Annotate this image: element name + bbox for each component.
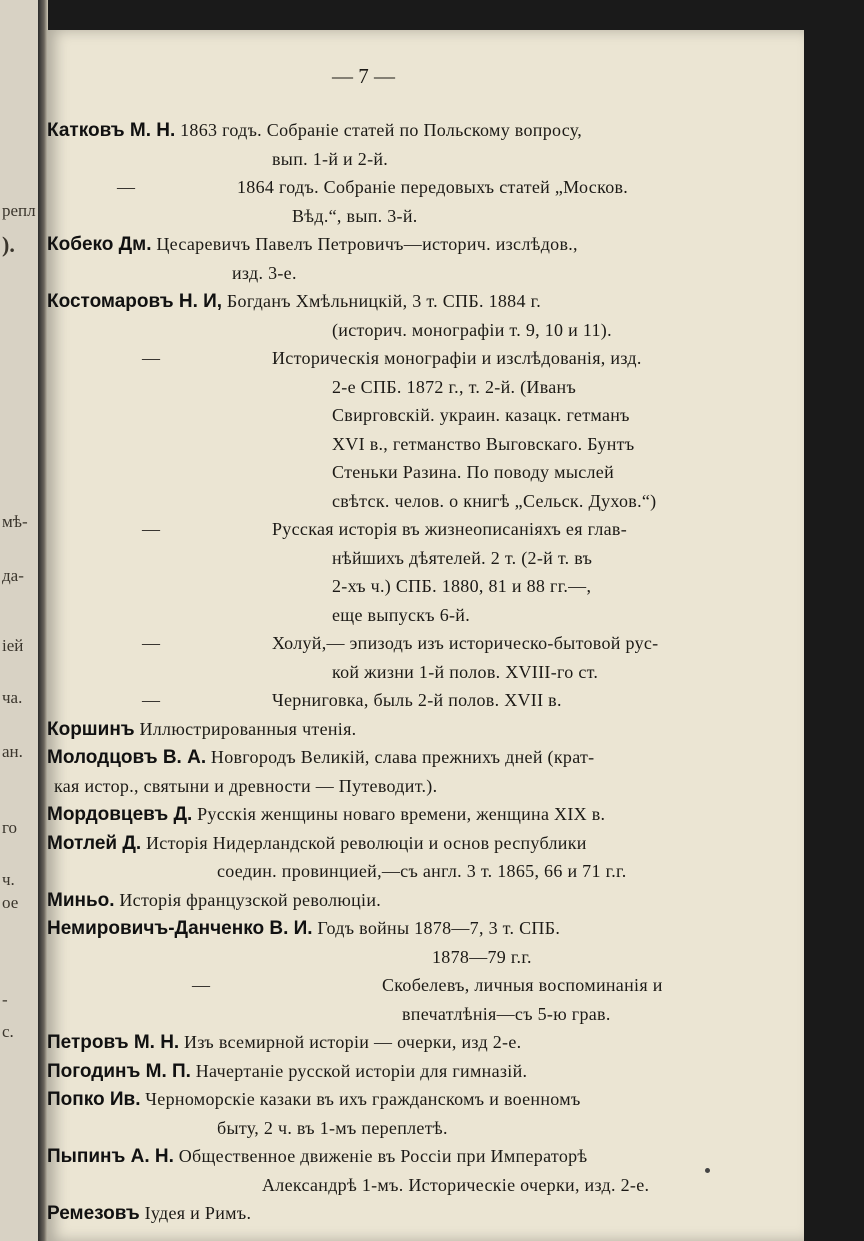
book-title: нѣйшихъ дѣятелей. 2 т. (2-й т. въ	[332, 547, 593, 568]
catalog-line	[47, 430, 804, 459]
catalog-line	[47, 145, 804, 174]
book-title: 1878—79 г.г.	[432, 946, 532, 967]
catalog-line	[47, 743, 804, 772]
catalog-line	[47, 715, 804, 744]
book-title: Холуй,— эпизодъ изъ историческо-бытовой рус-	[272, 633, 659, 653]
book-title: Свирговскій. украин. казацк. гетманъ	[332, 405, 630, 425]
author-name: Мотлей Д.	[47, 832, 142, 854]
facing-page-fragment: ан.	[2, 742, 23, 761]
catalog-line	[47, 629, 804, 658]
book-title: соедин. провинцией,—съ англ. 3 т. 1865, 66 и 71 г.г.	[217, 861, 627, 881]
author-name: Мордовцевъ Д.	[47, 804, 193, 825]
book-title: Иллюстрированныя чтенія.	[134, 718, 357, 739]
book-title: Изъ всемирной исторіи — очерки, изд 2-е.	[179, 1032, 522, 1052]
book-title: Стеньки Разина. По поводу мыслей	[332, 462, 615, 482]
catalog-line	[47, 1000, 804, 1029]
facing-page-fragment: ).	[2, 232, 15, 257]
ditto-dash: —	[142, 519, 160, 539]
catalog-line	[47, 857, 804, 886]
catalog-line	[47, 943, 804, 972]
book-page	[47, 30, 804, 1241]
catalog-line	[47, 658, 804, 687]
book-title: Исторія Нидерландской революціи и основ республики	[141, 832, 587, 853]
facing-page-fragment: да-	[2, 566, 24, 585]
catalog-line	[47, 544, 804, 573]
book-title: Скобелевъ, личныя воспоминанія и	[382, 975, 663, 995]
book-title: впечатлѣнія—съ 5-ю грав.	[402, 1003, 611, 1024]
book-title: быту, 2 ч. въ 1-мъ переплетѣ.	[217, 1117, 448, 1138]
catalog-line	[47, 601, 804, 630]
catalog-line	[47, 401, 804, 430]
ditto-dash: —	[142, 348, 160, 368]
book-title: Общественное движеніе въ Россіи при Императорѣ	[173, 1146, 588, 1166]
catalog-line	[47, 971, 804, 1000]
author-name: Немировичъ-Данченко В. И.	[47, 918, 313, 939]
book-title: кая истор., святыни и древности — Путеводит.).	[54, 775, 438, 796]
author-name: Костомаровъ Н. И,	[47, 291, 223, 312]
author-name: Катковъ М. Н.	[47, 120, 176, 141]
catalog-line	[47, 344, 804, 373]
catalog-entries	[47, 116, 804, 1228]
catalog-line	[47, 458, 804, 487]
facing-page-fragment: го	[2, 818, 18, 837]
catalog-line	[47, 686, 804, 715]
ditto-dash: —	[142, 690, 160, 710]
ditto-dash: —	[117, 177, 135, 197]
catalog-line	[47, 1199, 804, 1228]
book-title: Богданъ Хмѣльницкій, 3 т. СПБ. 1884 г.	[222, 291, 542, 311]
book-title: 2-е СПБ. 1872 г., т. 2-й. (Иванъ	[332, 376, 577, 397]
book-title: Черноморскіе казаки въ ихъ гражданскомъ и военномъ	[140, 1089, 581, 1109]
catalog-line	[47, 259, 804, 288]
book-title: изд. 3-е.	[232, 262, 297, 283]
page-number: — 7 —	[332, 64, 395, 88]
facing-page-fragment: іей	[2, 636, 24, 655]
facing-page-fragment: ое	[2, 893, 19, 912]
author-name: Кобеко Дм.	[47, 234, 152, 255]
facing-page-fragment: ча.	[2, 688, 23, 707]
author-name: Коршинъ	[47, 718, 135, 740]
book-title: кой жизни 1-й полов. XVIII-го ст.	[332, 661, 599, 682]
author-name: Молодцовъ В. А.	[47, 747, 207, 768]
book-title: (историч. монографіи т. 9, 10 и 11).	[332, 319, 612, 340]
author-name: Ремезовъ	[47, 1203, 140, 1224]
catalog-line	[47, 914, 804, 943]
catalog-line	[47, 487, 804, 516]
book-title: Русскія женщины новаго времени, женщина XIX в.	[192, 804, 606, 824]
catalog-line	[47, 1085, 804, 1114]
book-title: Іудея и Римъ.	[139, 1203, 252, 1223]
catalog-line	[47, 800, 804, 829]
catalog-line	[47, 886, 804, 915]
author-name: Миньо.	[47, 889, 115, 911]
book-title: Начертаніе русской исторіи для гимназій.	[190, 1060, 528, 1081]
facing-page-fragment: ч.	[2, 870, 15, 889]
catalog-line	[47, 373, 804, 402]
catalog-line	[47, 116, 804, 145]
facing-page-fragment: мѣ-	[2, 512, 28, 531]
ditto-dash: —	[142, 633, 160, 653]
book-title: 2-хъ ч.) СПБ. 1880, 81 и 88 гг.—,	[332, 576, 592, 596]
book-title: Исторія французской революціи.	[114, 889, 382, 910]
facing-page-fragment: репл	[2, 201, 36, 220]
book-title: XVI в., гетманство Выговскаго. Бунтъ	[332, 433, 635, 454]
book-title: 1864 годъ. Собраніе передовыхъ статей „Москов.	[237, 177, 629, 197]
book-title: Историческія монографіи и изслѣдованія, изд.	[272, 348, 642, 368]
author-name: Петровъ М. Н.	[47, 1032, 180, 1053]
catalog-line	[47, 1028, 804, 1057]
facing-page-edge	[0, 0, 38, 1241]
catalog-line	[47, 1114, 804, 1143]
book-title: 1863 годъ. Собраніе статей по Польскому вопросу,	[175, 120, 583, 140]
catalog-line	[47, 1171, 804, 1200]
book-title: Вѣд.“, вып. 3-й.	[292, 205, 418, 226]
book-title: Черниговка, быль 2-й полов. XVII в.	[272, 690, 562, 710]
catalog-line	[47, 287, 804, 316]
ink-spot	[705, 1168, 710, 1173]
catalog-line	[47, 316, 804, 345]
catalog-line	[47, 1142, 804, 1171]
catalog-line	[47, 772, 804, 801]
facing-page-fragment: -	[2, 990, 8, 1009]
book-title: еще выпускъ 6-й.	[332, 604, 471, 625]
ditto-dash: —	[192, 975, 210, 995]
book-title: Александрѣ 1-мъ. Историческіе очерки, изд. 2-е.	[262, 1174, 650, 1195]
catalog-line	[47, 173, 804, 202]
catalog-line	[47, 202, 804, 231]
book-title: свѣтск. челов. о книгѣ „Сельск. Духов.“)	[332, 490, 657, 511]
author-name: Пыпинъ А. Н.	[47, 1146, 174, 1167]
catalog-line	[47, 515, 804, 544]
catalog-line	[47, 829, 804, 858]
catalog-line	[47, 572, 804, 601]
book-title: Новгородъ Великій, слава прежнихъ дней (крат-	[206, 747, 595, 767]
book-title: Русская исторія въ жизнеописаніяхъ ея глав-	[272, 519, 628, 539]
author-name: Погодинъ М. П.	[47, 1060, 191, 1082]
book-title: Цесаревичъ Павелъ Петровичъ—историч. изслѣдов.,	[151, 234, 578, 254]
facing-page-fragment: с.	[2, 1022, 14, 1041]
author-name: Попко Ив.	[47, 1089, 141, 1110]
book-title: Годъ войны 1878—7, 3 т. СПБ.	[312, 918, 561, 938]
catalog-line	[47, 1057, 804, 1086]
catalog-line	[47, 230, 804, 259]
book-title: вып. 1-й и 2-й.	[272, 148, 389, 169]
